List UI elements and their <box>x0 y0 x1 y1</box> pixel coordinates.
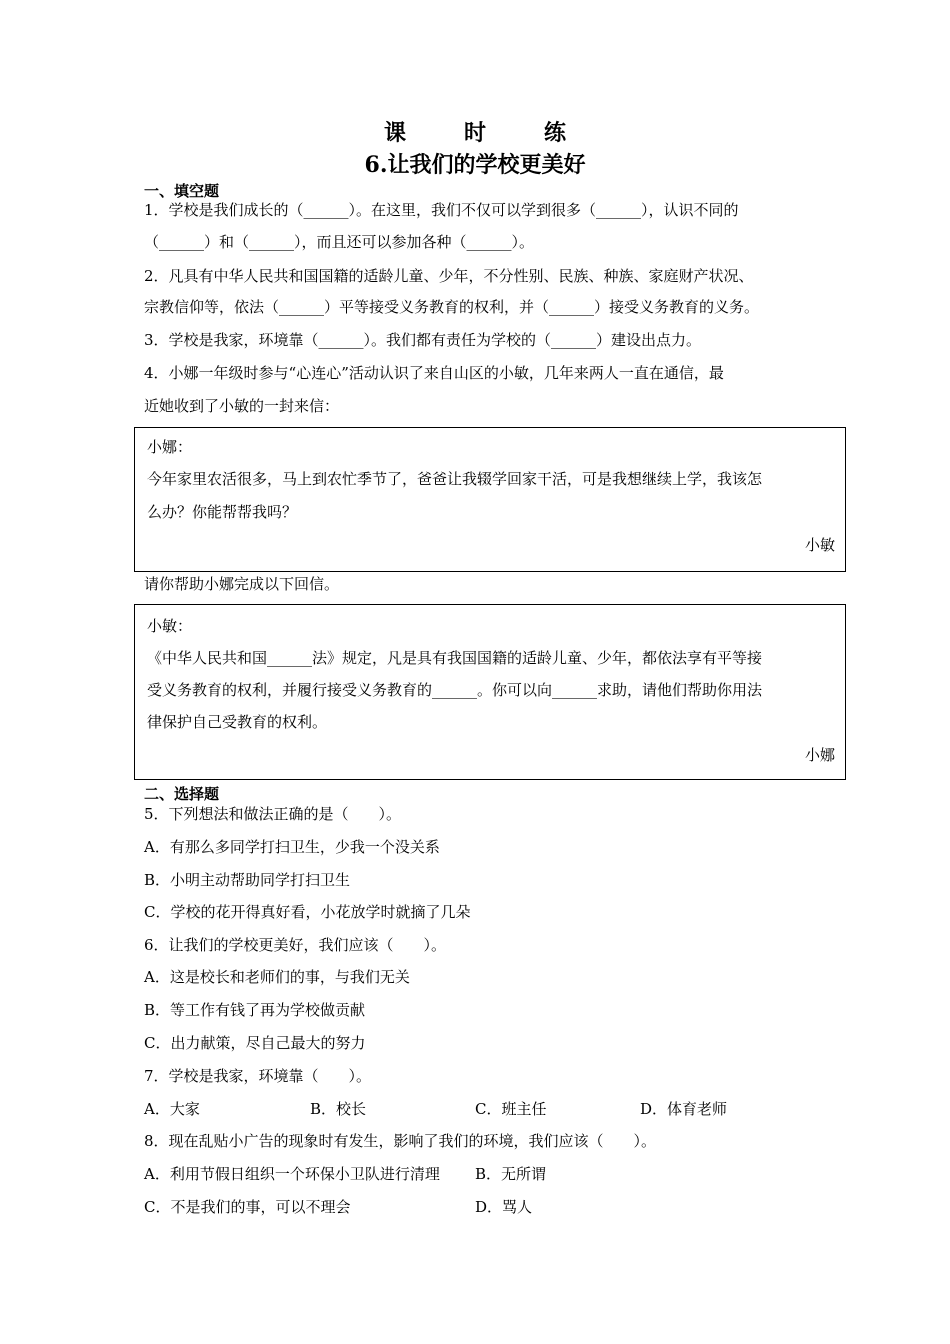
q1-line1: 1．学校是我们成长的（______）。在这里，我们不仅可以学到很多（______），认识不同的 <box>144 201 739 219</box>
q2-line1: 2．凡具有中华人民共和国国籍的适龄儿童、少年，不分性别、民族、种族、家庭财产状况、 <box>144 267 754 285</box>
letter2-line2: 受义务教育的权利，并履行接受义务教育的______。你可以向______求助，请他们帮助你用法 <box>147 681 763 699</box>
section-heading-multiple-choice: 二、选择题 <box>144 785 220 803</box>
q6-option-a: A．这是校长和老师们的事，与我们无关 <box>144 968 410 986</box>
q6-option-c: C．出力献策，尽自己最大的努力 <box>144 1034 366 1052</box>
q1-line2: （______）和（______），而且还可以参加各种（______）。 <box>144 233 535 251</box>
letter2-greeting: 小敏： <box>147 617 193 635</box>
q8-stem: 8．现在乱贴小广告的现象时有发生，影响了我们的环境，我们应该（ ）。 <box>144 1132 657 1150</box>
q8-option-c: C．不是我们的事，可以不理会 <box>144 1198 351 1216</box>
letter1-line1: 今年家里农活很多，马上到农忙季节了，爸爸让我辍学回家干活，可是我想继续上学，我该怎 <box>147 470 763 488</box>
q7-option-c: C．班主任 <box>475 1100 547 1118</box>
letter1-greeting: 小娜： <box>147 438 193 456</box>
letter2-line3: 律保护自己受教育的权利。 <box>147 713 328 731</box>
page-title: 课 时 练 <box>383 120 584 146</box>
letter1-signature: 小敏 <box>804 536 835 554</box>
q5-stem: 5．下列想法和做法正确的是（ ）。 <box>144 805 402 823</box>
q3-line: 3．学校是我家，环境靠（______）。我们都有责任为学校的（______）建设出点力。 <box>144 331 702 349</box>
q5-option-a: A．有那么多同学打扫卫生，少我一个没关系 <box>144 838 440 856</box>
letter2-line1: 《中华人民共和国______法》规定，凡是具有我国国籍的适龄儿童、少年，都依法享有平等接 <box>147 649 763 667</box>
q4-line2: 近她收到了小敏的一封来信： <box>144 397 340 415</box>
letter1-line2: 么办？你能帮帮我吗？ <box>147 503 298 521</box>
q7-option-b: B．校长 <box>310 1100 367 1118</box>
q5-option-c: C．学校的花开得真好看，小花放学时就摘了几朵 <box>144 903 471 921</box>
section-heading-fill-blank: 一、填空题 <box>144 182 220 200</box>
reply-prompt: 请你帮助小娜完成以下回信。 <box>144 575 340 593</box>
letter-from-xiaomin <box>134 427 846 572</box>
lesson-title: 6.让我们的学校更美好 <box>364 152 586 178</box>
q7-option-d: D．体育老师 <box>640 1100 728 1118</box>
q7-stem: 7．学校是我家，环境靠（ ）。 <box>144 1067 372 1085</box>
q6-stem: 6．让我们的学校更美好，我们应该（ ）。 <box>144 936 447 954</box>
q8-option-b: B．无所谓 <box>475 1165 547 1183</box>
letter2-signature: 小娜 <box>804 746 835 764</box>
q5-option-b: B．小明主动帮助同学打扫卫生 <box>144 871 351 889</box>
q8-option-a: A．利用节假日组织一个环保小卫队进行清理 <box>144 1165 440 1183</box>
q6-option-b: B．等工作有钱了再为学校做贡献 <box>144 1001 366 1019</box>
q4-line1: 4．小娜一年级时参与“心连心”活动认识了来自山区的小敏，几年来两人一直在通信，最 <box>144 364 724 382</box>
q2-line2: 宗教信仰等，依法（______）平等接受义务教育的权利，并（______）接受义务教育的义务。 <box>144 298 760 316</box>
q7-option-a: A．大家 <box>144 1100 200 1118</box>
reply-letter-box <box>134 604 846 780</box>
q8-option-d: D．骂人 <box>475 1198 533 1216</box>
